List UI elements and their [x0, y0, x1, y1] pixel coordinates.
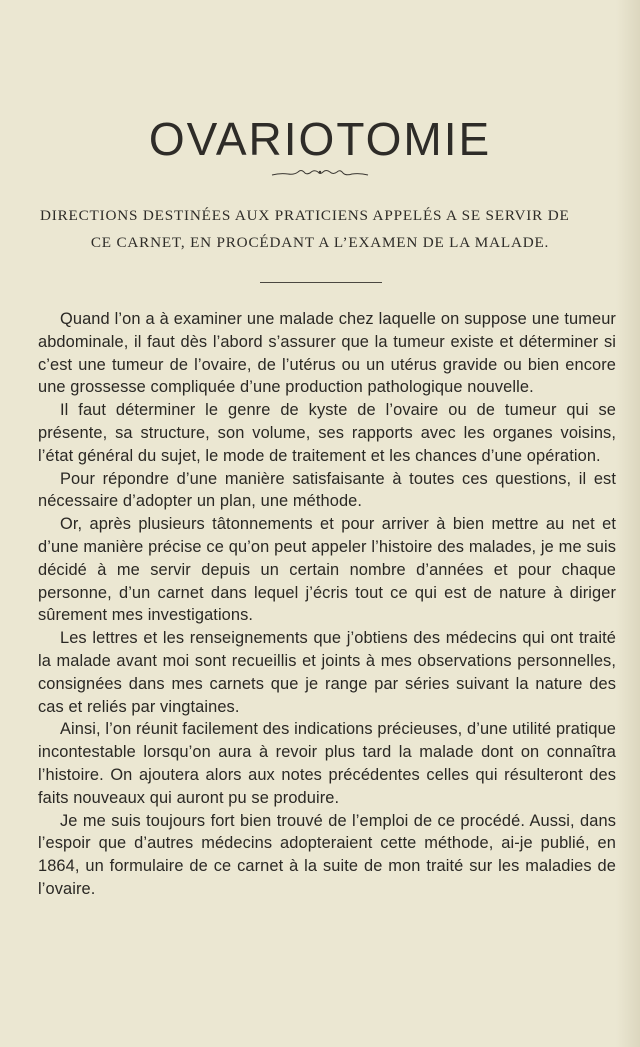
- page-edge-shadow: [616, 0, 640, 1047]
- subtitle: [40, 202, 600, 256]
- paragraph: Il faut déterminer le genre de kyste de l’ovaire ou de tumeur qui se présente, sa structure, son volume, ses rapports avec les organes voisins, l’état général du sujet, le mode de traitement et les chances d’une opération.: [38, 401, 616, 465]
- subtitle-line-2: CE CARNET, EN PROCÉDANT A L’EXAMEN DE LA MALADE.: [90, 234, 550, 251]
- page-title: OVARIOTOMIE: [148, 113, 492, 165]
- paragraph: Quand l’on a à examiner une malade chez laquelle on suppose une tumeur abdominale, il faut dès l’abord s’assurer que la tumeur existe et déterminer si c’est une tumeur de l’ovaire, de l’utérus ou un utérus gravide ou bien encore une grossesse compliquée d’une production pathologique nouvelle.: [38, 310, 616, 397]
- subtitle-line-1: DIRECTIONS DESTINÉES AUX PRATICIENS APPELÉS A SE SERVIR DE: [40, 207, 570, 224]
- paragraph: Les lettres et les renseignements que j’obtiens des médecins qui ont traité la malade avant moi sont recueillis et joints à mes observations personnelles, consignées dans mes carnets que je range par séries suivant la nature des cas et reliés par vingtaines.: [38, 629, 616, 716]
- paragraph: Ainsi, l’on réunit facilement des indications précieuses, d’une utilité pratique incontestable lorsqu’on aura à revoir plus tard la malade dont on connaîtra l’histoire. On ajoutera alors aux notes précédentes celles qui résulteront des faits nouveaux qui auront pu se produire.: [38, 720, 616, 807]
- paragraph: Pour répondre d’une manière satisfaisante à toutes ces questions, il est nécessaire d’adopter un plan, une méthode.: [38, 469, 616, 511]
- body-text: [38, 308, 616, 901]
- decorative-flourish: [270, 166, 370, 180]
- paragraph: Je me suis toujours fort bien trouvé de l’emploi de ce procédé. Aussi, dans l’espoir que d’autres médecins adopteraient cette méthode, ai-je publié, en 1864, un formulaire de ce carnet à la suite de mon traité sur les maladies de l’ovaire.: [38, 811, 616, 898]
- divider-rule: [260, 282, 382, 283]
- paragraph: Or, après plusieurs tâtonnements et pour arriver à bien mettre au net et d’une manière précise ce qu’on peut appeler l’histoire des malades, je me suis décidé à me servir depuis un certain nombre d’années et pour chaque personne, d’un carnet dans lequel j’écris tout ce qui est de nature à diriger sûrement mes investigations.: [38, 515, 616, 625]
